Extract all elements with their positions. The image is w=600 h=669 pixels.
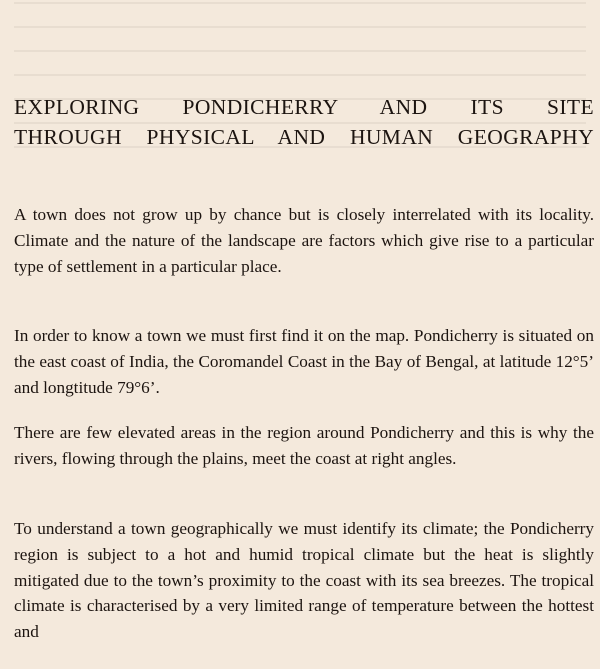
page-title: [14, 92, 594, 152]
paragraph-location: In order to know a town we must first find it on the map. Pondicherry is situated on the east coast of India, the Coromandel Coast in the Bay of Bengal, at latitude 12°5’ and longtitude 79°6’.: [14, 326, 594, 397]
paragraph-locality: A town does not grow up by chance but is closely interrelated with its locality. Climate and the nature of the landscape are factors which give rise to a particular type of settlement in a particular place.: [14, 205, 594, 276]
paragraph-climate: To understand a town geographically we must identify its climate; the Pondicherry region is subject to a hot and humid tropical climate but the heat is slightly mitigated due to the town’s proximity to the coast with its sea breezes. The tropical climate is characterised by a very limited range of temperature between the hottest and: [14, 519, 594, 642]
paragraph-relief: There are few elevated areas in the region around Pondicherry and this is why the rivers, flowing through the plains, meet the coast at right angles.: [14, 423, 594, 468]
title-line-2: THROUGH PHYSICAL AND HUMAN GEOGRAPHY: [14, 125, 594, 149]
title-line-1: EXPLORING PONDICHERRY AND ITS SITE: [14, 95, 594, 119]
